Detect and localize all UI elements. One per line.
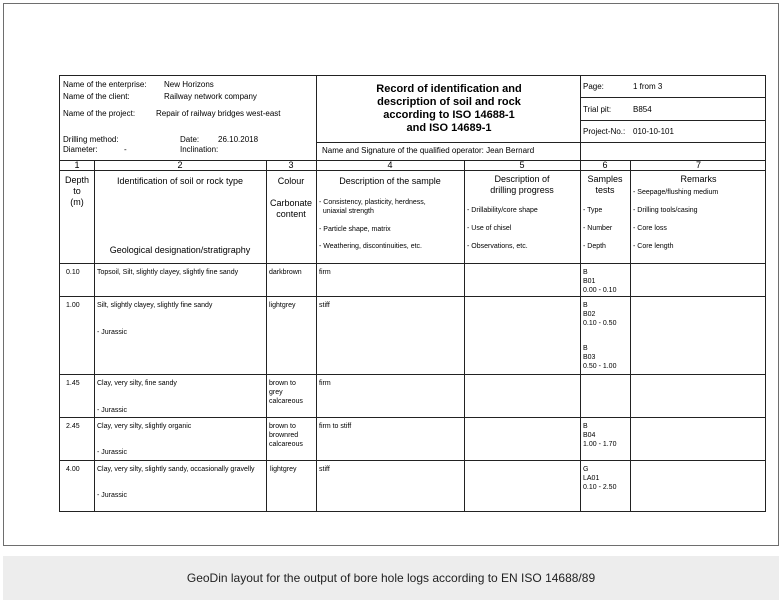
row-soil: Silt, slightly clayey, slightly fine sandy bbox=[97, 302, 213, 309]
project-value: Repair of railway bridges west-east bbox=[156, 109, 281, 118]
remarks-item: - Core length bbox=[633, 243, 674, 250]
column-number: 3 bbox=[288, 160, 294, 170]
carbonate-heading-line: content bbox=[276, 209, 306, 219]
samples-item: - Type bbox=[583, 207, 603, 214]
inclination-label: Inclination: bbox=[180, 145, 219, 154]
description-item: - Particle shape, matrix bbox=[319, 226, 391, 233]
trial-pit-label: Trial pit: bbox=[583, 105, 612, 114]
sample-type: B bbox=[583, 345, 588, 352]
samples-item: - Number bbox=[583, 225, 613, 232]
sample-number: B04 bbox=[583, 432, 596, 439]
title-line: Record of identification and bbox=[376, 83, 522, 95]
client-value: Railway network company bbox=[164, 92, 257, 101]
row-sample bbox=[583, 344, 616, 371]
drilling-heading bbox=[464, 174, 580, 196]
drilling-item: - Use of chisel bbox=[467, 225, 512, 232]
samples-heading-line: tests bbox=[595, 185, 615, 195]
title-line: and ISO 14689-1 bbox=[406, 122, 492, 134]
colour-line: brown to bbox=[269, 380, 296, 387]
colour-line: brown to bbox=[269, 423, 296, 430]
row-geology: - Jurassic bbox=[97, 329, 127, 336]
row-depth: 1.00 bbox=[66, 302, 80, 309]
row-sample bbox=[583, 465, 616, 492]
enterprise-value: New Horizons bbox=[164, 80, 214, 89]
bore-hole-log-sheet bbox=[59, 75, 766, 512]
drilling-item: - Observations, etc. bbox=[467, 243, 528, 250]
sample-depth: 0.00 - 0.10 bbox=[583, 287, 617, 294]
project-no-label: Project-No.: bbox=[583, 127, 626, 136]
row-colour: darkbrown bbox=[269, 269, 302, 276]
sample-type: B bbox=[583, 269, 588, 276]
colour-heading: Colour bbox=[277, 176, 305, 186]
enterprise-label: Name of the enterprise: bbox=[63, 80, 147, 89]
row-description: firm bbox=[319, 269, 331, 276]
row-sample bbox=[583, 301, 616, 328]
project-no-value: 010-10-101 bbox=[633, 127, 674, 136]
row-colour bbox=[269, 422, 303, 449]
row-colour: lightgrey bbox=[269, 302, 296, 309]
divider bbox=[580, 97, 766, 98]
document-title bbox=[318, 83, 580, 135]
divider bbox=[60, 374, 766, 375]
row-description: firm to stiff bbox=[319, 423, 352, 430]
row-soil: Clay, very silty, slightly sandy, occasionally gravelly bbox=[97, 466, 255, 473]
drilling-item: - Drillability/core shape bbox=[467, 207, 538, 214]
sample-depth: 0.10 - 2.50 bbox=[583, 484, 617, 491]
row-depth: 4.00 bbox=[66, 466, 80, 473]
date-label: Date: bbox=[180, 135, 200, 144]
description-item: - Weathering, discontinuities, etc. bbox=[319, 243, 422, 250]
depth-heading-line: to bbox=[73, 186, 81, 196]
diameter-value: - bbox=[124, 145, 127, 154]
row-soil: Clay, very silty, fine sandy bbox=[97, 380, 177, 387]
column-number: 4 bbox=[387, 160, 393, 170]
drilling-heading-line: Description of bbox=[494, 174, 550, 184]
depth-heading bbox=[60, 175, 94, 208]
date-value: 26.10.2018 bbox=[218, 135, 259, 144]
row-depth: 0.10 bbox=[66, 269, 80, 276]
geological-heading: Geological designation/stratigraphy bbox=[109, 245, 251, 255]
description-item: - Consistency, plasticity, herdness, bbox=[319, 199, 426, 206]
column-number: 2 bbox=[177, 160, 183, 170]
remarks-item: - Seepage/flushing medium bbox=[633, 189, 719, 196]
row-colour: lightgrey bbox=[270, 466, 297, 473]
drilling-method-label: Drilling method: bbox=[63, 135, 119, 144]
sample-number: B02 bbox=[583, 311, 596, 318]
sample-number: B01 bbox=[583, 278, 596, 285]
remarks-item: - Drilling tools/casing bbox=[633, 207, 698, 214]
row-depth: 2.45 bbox=[66, 423, 80, 430]
row-colour bbox=[269, 379, 303, 406]
description-heading: Description of the sample bbox=[339, 176, 441, 186]
figure-caption: GeoDin layout for the output of bore hole logs according to EN ISO 14688/89 bbox=[3, 556, 779, 600]
divider bbox=[316, 142, 766, 143]
column-number: 5 bbox=[519, 160, 525, 170]
row-description: stiff bbox=[319, 302, 330, 309]
carbonate-heading bbox=[266, 198, 316, 220]
carbonate-heading-line: Carbonate bbox=[269, 198, 313, 208]
divider bbox=[60, 296, 766, 297]
description-item: uniaxial strength bbox=[319, 208, 374, 215]
page-frame bbox=[3, 3, 779, 546]
row-soil: Topsoil, Silt, slightly clayey, slightly fine sandy bbox=[97, 269, 239, 276]
divider bbox=[580, 76, 581, 142]
operator-line: Name and Signature of the qualified operator: Jean Bernard bbox=[322, 146, 535, 155]
depth-heading-line: (m) bbox=[70, 197, 84, 207]
divider bbox=[316, 76, 317, 160]
title-line: according to ISO 14688-1 bbox=[383, 109, 515, 121]
sample-type: B bbox=[583, 302, 588, 309]
row-sample bbox=[583, 422, 616, 449]
divider bbox=[580, 120, 766, 121]
identification-heading: Identification of soil or rock type bbox=[116, 176, 244, 186]
row-sample bbox=[583, 268, 616, 295]
client-label: Name of the client: bbox=[63, 92, 130, 101]
divider bbox=[580, 142, 581, 512]
remarks-heading: Remarks bbox=[680, 174, 717, 184]
divider bbox=[60, 417, 766, 418]
sample-type: G bbox=[583, 466, 589, 473]
samples-heading-line: Samples bbox=[587, 174, 623, 184]
divider bbox=[60, 263, 766, 264]
drilling-heading-line: drilling progress bbox=[490, 185, 554, 195]
title-line: description of soil and rock bbox=[377, 96, 521, 108]
sample-type: B bbox=[583, 423, 588, 430]
trial-pit-value: B854 bbox=[633, 105, 652, 114]
sample-number: B03 bbox=[583, 354, 596, 361]
remarks-item: - Core loss bbox=[633, 225, 667, 232]
samples-heading bbox=[580, 174, 630, 196]
colour-line: calcareous bbox=[269, 441, 303, 448]
sample-depth: 1.00 - 1.70 bbox=[583, 441, 617, 448]
row-soil: Clay, very silty, slightly organic bbox=[97, 423, 192, 430]
diameter-label: Diameter: bbox=[63, 145, 98, 154]
samples-item: - Depth bbox=[583, 243, 606, 250]
sample-depth: 0.50 - 1.00 bbox=[583, 363, 617, 370]
row-depth: 1.45 bbox=[66, 380, 80, 387]
colour-line: grey bbox=[269, 389, 283, 396]
row-description: stiff bbox=[319, 466, 330, 473]
row-geology: - Jurassic bbox=[97, 492, 127, 499]
row-geology: - Jurassic bbox=[97, 449, 127, 456]
colour-line: brownred bbox=[269, 432, 299, 439]
divider bbox=[60, 460, 766, 461]
page-value: 1 from 3 bbox=[633, 82, 663, 91]
colour-line: calcareous bbox=[269, 398, 303, 405]
row-description: firm bbox=[319, 380, 331, 387]
sample-number: LA01 bbox=[583, 475, 600, 482]
column-number: 6 bbox=[602, 160, 608, 170]
depth-heading-line: Depth bbox=[64, 175, 90, 185]
row-geology: - Jurassic bbox=[97, 407, 127, 414]
column-number: 1 bbox=[74, 160, 80, 170]
column-number: 7 bbox=[695, 160, 701, 170]
project-label: Name of the project: bbox=[63, 109, 136, 118]
sample-depth: 0.10 - 0.50 bbox=[583, 320, 617, 327]
page-label: Page: bbox=[583, 82, 604, 91]
